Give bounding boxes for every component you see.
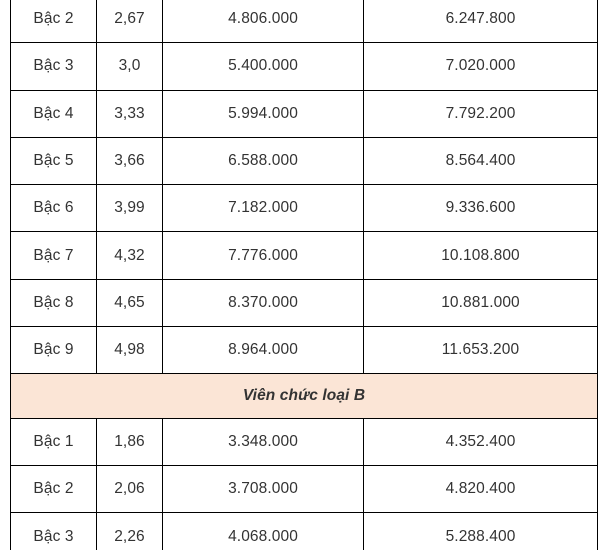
cell-level: Bậc 6 <box>11 185 97 232</box>
cell-coefficient: 3,66 <box>97 137 163 184</box>
cell-amount: 5.994.000 <box>163 90 364 137</box>
section-b-header-cell: Viên chức loại B <box>11 374 598 419</box>
cell-level: Bậc 4 <box>11 90 97 137</box>
cell-amount: 6.247.800 <box>364 0 598 43</box>
cell-coefficient: 4,65 <box>97 279 163 326</box>
cell-amount: 5.288.400 <box>364 513 598 550</box>
cell-coefficient: 2,26 <box>97 513 163 550</box>
salary-table <box>10 0 598 550</box>
cell-amount: 4.068.000 <box>163 513 364 550</box>
table-row <box>11 279 598 326</box>
cell-coefficient: 3,33 <box>97 90 163 137</box>
cell-amount: 8.370.000 <box>163 279 364 326</box>
table-row <box>11 185 598 232</box>
table-row <box>11 513 598 550</box>
cell-amount: 7.792.200 <box>364 90 598 137</box>
cell-amount: 7.776.000 <box>163 232 364 279</box>
cell-amount: 9.336.600 <box>364 185 598 232</box>
table-viewport <box>10 0 599 550</box>
cell-coefficient: 2,67 <box>97 0 163 43</box>
cell-level: Bậc 3 <box>11 43 97 90</box>
table-row <box>11 327 598 374</box>
cell-coefficient: 1,86 <box>97 418 163 465</box>
cell-level: Bậc 8 <box>11 279 97 326</box>
cell-amount: 7.182.000 <box>163 185 364 232</box>
cell-amount: 10.881.000 <box>364 279 598 326</box>
table-row <box>11 43 598 90</box>
cell-coefficient: 4,32 <box>97 232 163 279</box>
table-row <box>11 466 598 513</box>
cell-amount: 8.964.000 <box>163 327 364 374</box>
cell-amount: 3.708.000 <box>163 466 364 513</box>
cell-level: Bậc 1 <box>11 418 97 465</box>
cell-amount: 4.806.000 <box>163 0 364 43</box>
cell-level: Bậc 2 <box>11 466 97 513</box>
cell-coefficient: 3,99 <box>97 185 163 232</box>
cell-amount: 10.108.800 <box>364 232 598 279</box>
cell-level: Bậc 5 <box>11 137 97 184</box>
table-row <box>11 137 598 184</box>
cell-amount: 4.352.400 <box>364 418 598 465</box>
cell-level: Bậc 3 <box>11 513 97 550</box>
cell-level: Bậc 2 <box>11 0 97 43</box>
cell-amount: 3.348.000 <box>163 418 364 465</box>
cell-amount: 8.564.400 <box>364 137 598 184</box>
cell-amount: 11.653.200 <box>364 327 598 374</box>
cell-amount: 7.020.000 <box>364 43 598 90</box>
cell-amount: 6.588.000 <box>163 137 364 184</box>
cell-level: Bậc 9 <box>11 327 97 374</box>
cell-amount: 4.820.400 <box>364 466 598 513</box>
cell-coefficient: 3,0 <box>97 43 163 90</box>
table-row <box>11 90 598 137</box>
table-row <box>11 418 598 465</box>
cell-amount: 5.400.000 <box>163 43 364 90</box>
table-row <box>11 0 598 43</box>
cell-level: Bậc 7 <box>11 232 97 279</box>
table-row <box>11 232 598 279</box>
section-header-row <box>11 374 598 419</box>
cell-coefficient: 2,06 <box>97 466 163 513</box>
cell-coefficient: 4,98 <box>97 327 163 374</box>
